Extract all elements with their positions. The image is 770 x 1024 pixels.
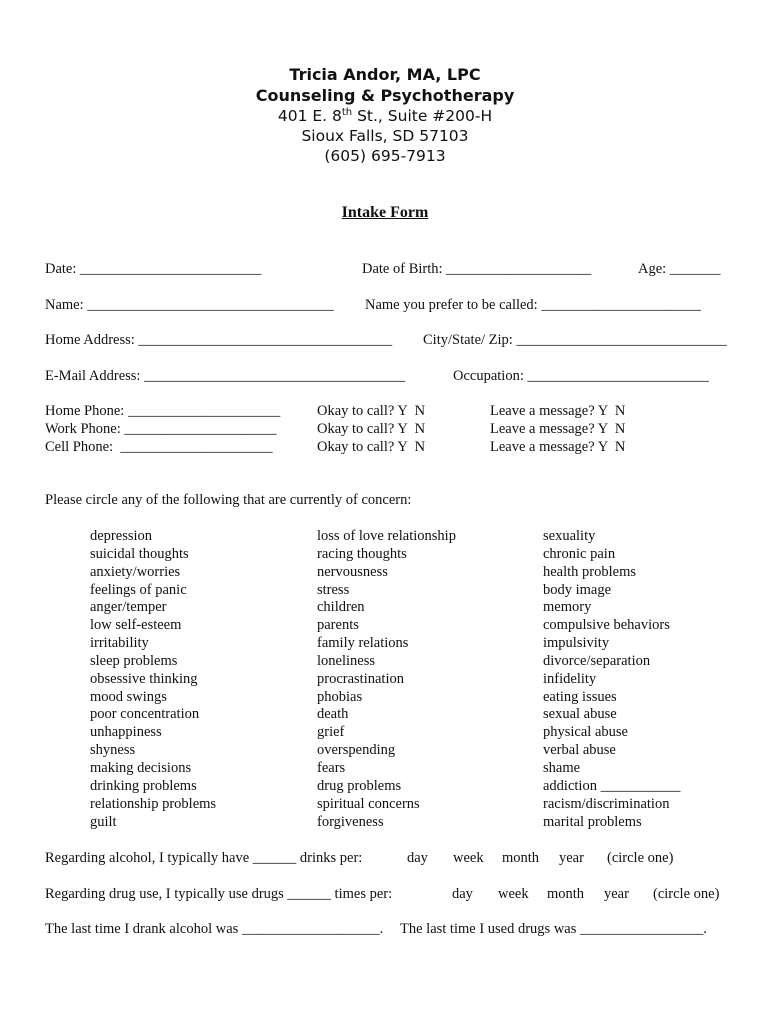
concerns-column-1 (90, 528, 216, 831)
concern-item[interactable]: making decisions (90, 759, 192, 776)
home-leave-message[interactable]: Leave a message? Y N (490, 403, 626, 419)
concern-item[interactable]: shame (543, 759, 581, 776)
concern-item[interactable]: racism/discrimination (543, 795, 670, 812)
concern-item[interactable]: feelings of panic (90, 581, 187, 598)
city-state-zip-field[interactable]: City/State/ Zip: _____________________________ (423, 332, 727, 348)
concern-item[interactable]: anxiety/worries (90, 563, 181, 580)
drug-option-year[interactable]: year (604, 886, 629, 902)
last-drug-field[interactable]: The last time I used drugs was _________________. (400, 921, 707, 937)
cell-phone-field[interactable]: Cell Phone: _____________________ (45, 439, 273, 455)
concern-item[interactable]: divorce/separation (543, 652, 651, 669)
concern-item[interactable]: anger/temper (90, 599, 167, 616)
concern-item[interactable]: drug problems (317, 777, 402, 794)
concern-item[interactable]: health problems (543, 563, 637, 580)
concern-item[interactable]: addiction ___________ (543, 777, 681, 794)
concern-item[interactable]: loss of love relationship (317, 528, 456, 544)
preferred-name-field[interactable]: Name you prefer to be called: ______________________ (365, 297, 701, 313)
concern-item[interactable]: shyness (90, 742, 136, 759)
occupation-field[interactable]: Occupation: _________________________ (453, 368, 709, 384)
concern-item[interactable]: guilt (90, 813, 117, 830)
address-street: St., Suite #200-H (352, 107, 493, 126)
concern-item[interactable]: sexual abuse (543, 706, 617, 723)
cell-leave-message[interactable]: Leave a message? Y N (490, 439, 626, 455)
email-field[interactable]: E-Mail Address: ____________________________________ (45, 368, 406, 384)
form-title: Intake Form (341, 204, 429, 221)
concern-item[interactable]: spiritual concerns (317, 795, 420, 812)
concern-item[interactable]: irritability (90, 635, 149, 652)
alcohol-frequency-text[interactable]: Regarding alcohol, I typically have ______ drinks per: (45, 850, 363, 866)
concerns-column-3 (543, 528, 680, 831)
drug-option-week[interactable]: week (498, 886, 529, 902)
last-alcohol-field[interactable]: The last time I drank alcohol was ___________________. (45, 921, 384, 937)
concern-item[interactable]: impulsivity (543, 635, 610, 652)
alcohol-circle-note: (circle one) (607, 850, 674, 866)
concern-item[interactable]: suicidal thoughts (90, 545, 189, 562)
concern-item[interactable]: obsessive thinking (90, 670, 198, 687)
concern-item[interactable]: physical abuse (543, 724, 628, 741)
concerns-prompt: Please circle any of the following that are currently of concern: (45, 492, 412, 508)
address-suffix: th (341, 107, 353, 118)
practitioner-name: Tricia Andor, MA, LPC (289, 65, 481, 84)
concern-item[interactable]: body image (543, 581, 612, 598)
concern-item[interactable]: nervousness (317, 563, 388, 580)
concern-item[interactable]: sexuality (543, 528, 596, 544)
home-address-field[interactable]: Home Address: ___________________________________ (45, 332, 393, 348)
alcohol-option-month[interactable]: month (502, 850, 540, 866)
concern-item[interactable]: compulsive behaviors (543, 617, 670, 634)
concern-item[interactable]: procrastination (317, 670, 404, 687)
concern-item[interactable]: unhappiness (90, 724, 162, 741)
drug-frequency-text[interactable]: Regarding drug use, I typically use drugs ______ times per: (45, 886, 393, 902)
work-okay-to-call[interactable]: Okay to call? Y N (317, 421, 426, 437)
practice-city: Sioux Falls, SD 57103 (301, 127, 469, 145)
drug-circle-note: (circle one) (653, 886, 720, 902)
concern-item[interactable]: drinking problems (90, 777, 197, 794)
practice-name: Counseling & Psychotherapy (255, 86, 515, 105)
concern-item[interactable]: verbal abuse (543, 742, 616, 759)
concern-item[interactable]: poor concentration (90, 706, 200, 723)
concerns-column-2 (317, 528, 456, 831)
concern-item[interactable]: grief (317, 724, 345, 741)
alcohol-option-year[interactable]: year (559, 850, 584, 866)
age-field[interactable]: Age: _______ (638, 261, 721, 277)
concern-item[interactable]: children (317, 599, 365, 616)
drug-option-day[interactable]: day (452, 886, 473, 902)
concern-item[interactable]: eating issues (543, 688, 617, 705)
concern-item[interactable]: memory (543, 599, 592, 616)
concern-item[interactable]: phobias (317, 688, 363, 705)
address-number: 401 E. 8 (277, 107, 342, 126)
practice-phone: (605) 695-7913 (324, 147, 446, 165)
concern-item[interactable]: marital problems (543, 813, 642, 830)
work-phone-field[interactable]: Work Phone: _____________________ (45, 421, 277, 437)
concern-item[interactable]: low self-esteem (90, 617, 182, 634)
concern-item[interactable]: loneliness (317, 652, 375, 669)
concern-item[interactable]: parents (317, 617, 359, 634)
concern-item[interactable]: overspending (317, 742, 396, 759)
name-field[interactable]: Name: __________________________________ (45, 297, 334, 313)
home-phone-field[interactable]: Home Phone: _____________________ (45, 403, 281, 419)
concern-item[interactable]: infidelity (543, 670, 597, 687)
concern-item[interactable]: death (317, 706, 349, 723)
concern-item[interactable]: depression (90, 528, 153, 544)
concern-item[interactable]: mood swings (90, 688, 167, 705)
concern-item[interactable]: relationship problems (90, 795, 217, 812)
alcohol-option-day[interactable]: day (407, 850, 428, 866)
concern-item[interactable]: forgiveness (317, 813, 384, 830)
drug-option-month[interactable]: month (547, 886, 585, 902)
dob-field[interactable]: Date of Birth: ____________________ (362, 261, 592, 277)
date-field[interactable]: Date: _________________________ (45, 261, 262, 277)
concern-item[interactable]: stress (317, 581, 350, 598)
alcohol-option-week[interactable]: week (453, 850, 484, 866)
concern-item[interactable]: racing thoughts (317, 545, 407, 562)
home-okay-to-call[interactable]: Okay to call? Y N (317, 403, 426, 419)
concern-item[interactable]: chronic pain (543, 545, 616, 562)
concern-item[interactable]: fears (317, 759, 346, 776)
practice-address (0, 107, 770, 125)
work-leave-message[interactable]: Leave a message? Y N (490, 421, 626, 437)
cell-okay-to-call[interactable]: Okay to call? Y N (317, 439, 426, 455)
concern-item[interactable]: sleep problems (90, 652, 178, 669)
concern-item[interactable]: family relations (317, 635, 409, 652)
